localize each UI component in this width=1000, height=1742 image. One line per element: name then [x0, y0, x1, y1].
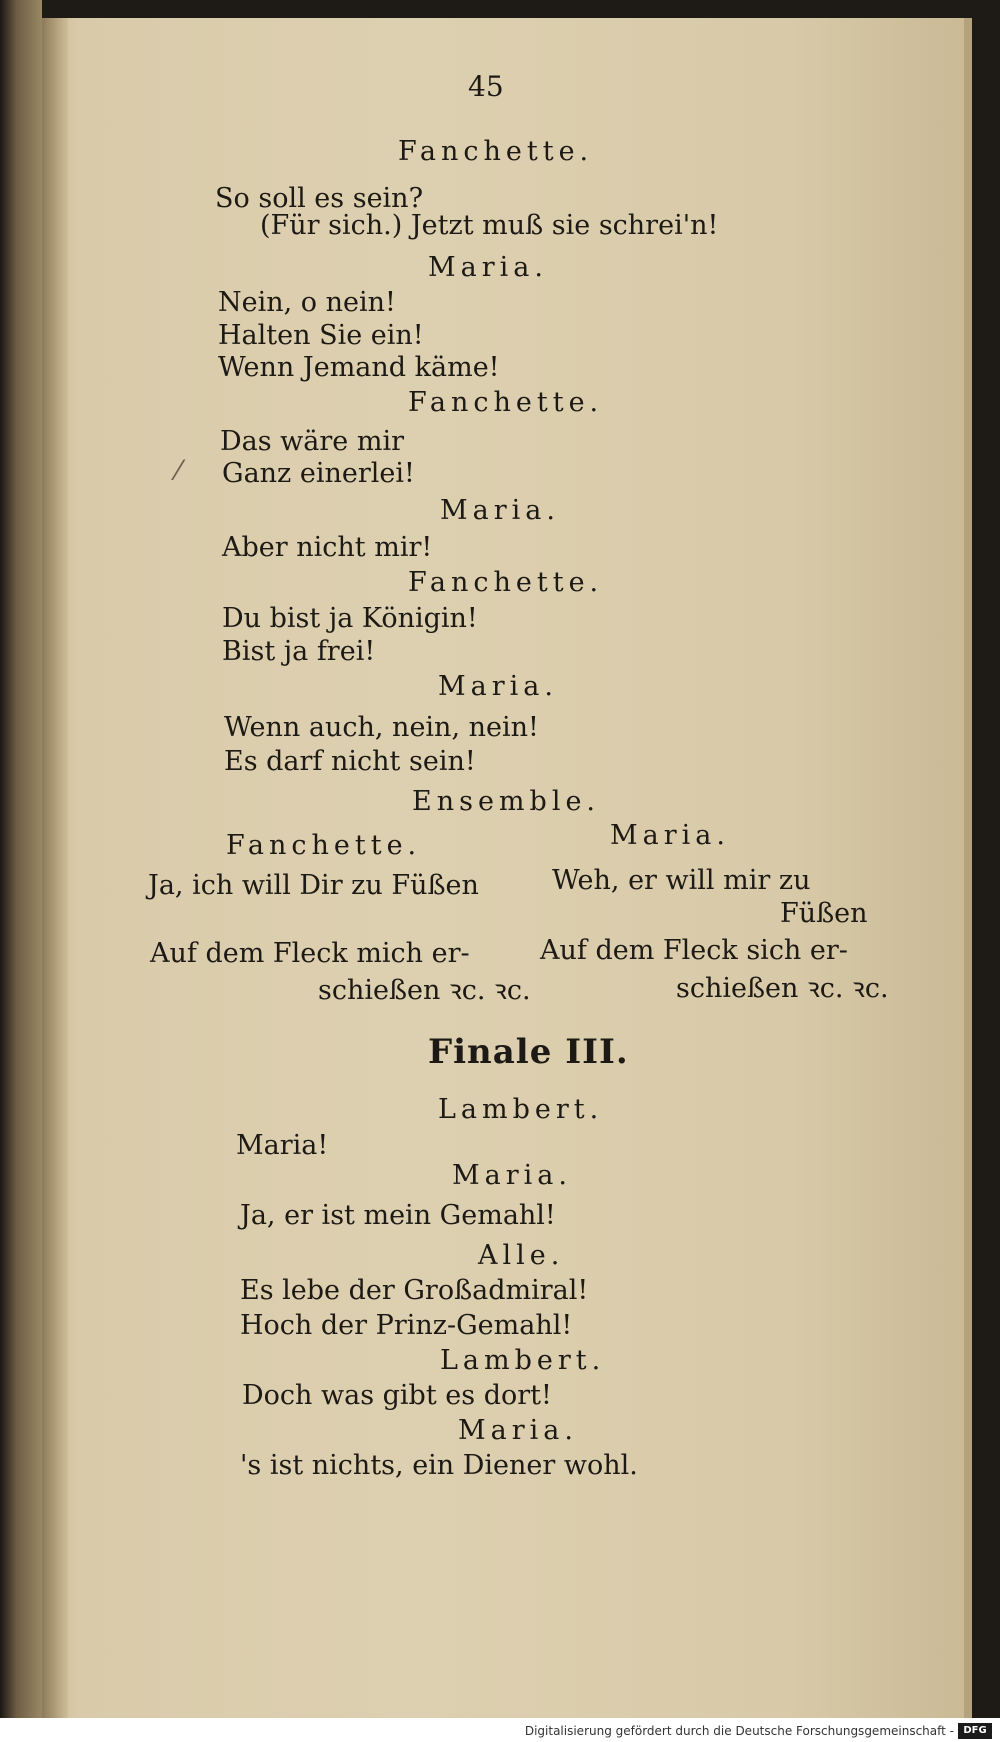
speaker-lambert: Lambert.	[438, 1094, 604, 1125]
speaker-maria: Maria.	[458, 1415, 578, 1446]
dialogue-line: Das wäre mir	[220, 426, 405, 457]
ensemble-left-line: schießen ꝛc. ꝛc.	[318, 975, 531, 1006]
ensemble-right-line: Füßen	[780, 898, 868, 929]
stage-direction-line: (Für sich.) Jetzt muß sie schrei'n!	[260, 210, 719, 241]
speaker-lambert: Lambert.	[440, 1345, 606, 1376]
dialogue-line: Es lebe der Großadmiral!	[240, 1275, 589, 1306]
dialogue-line: Doch was gibt es dort!	[242, 1380, 552, 1411]
ensemble-right-line: Weh, er will mir zu	[552, 865, 811, 896]
speaker-fanchette: Fanchette.	[398, 136, 594, 167]
facing-page-edge	[0, 0, 42, 1742]
section-title-finale: Finale III.	[428, 1032, 629, 1072]
dialogue-line: Bist ja frei!	[222, 636, 376, 667]
ensemble-right-speaker: Maria.	[610, 820, 730, 851]
dialogue-line: Halten Sie ein!	[218, 320, 424, 351]
speaker-maria: Maria.	[438, 671, 558, 702]
ensemble-right-line: Auf dem Fleck sich er-	[540, 935, 848, 966]
ensemble-right-line: schießen ꝛc. ꝛc.	[676, 973, 889, 1004]
ensemble-left-speaker: Fanchette.	[226, 830, 422, 861]
dialogue-line: 's ist nichts, ein Diener wohl.	[240, 1450, 638, 1481]
speaker-maria: Maria.	[428, 252, 548, 283]
dialogue-line: Wenn auch, nein, nein!	[224, 712, 539, 743]
ensemble-left-line: Ja, ich will Dir zu Füßen	[148, 870, 479, 901]
speaker-maria: Maria.	[452, 1160, 572, 1191]
dialogue-line: Nein, o nein!	[218, 287, 396, 318]
dialogue-line: Es darf nicht sein!	[224, 746, 476, 777]
dialogue-line: Wenn Jemand käme!	[218, 352, 500, 383]
speaker-fanchette: Fanchette.	[408, 567, 604, 598]
footer-bar	[0, 1718, 1000, 1742]
funding-credit: Digitalisierung gefördert durch die Deutsche Forschungsgemeinschaft -	[524, 1724, 954, 1738]
dialogue-line: Ja, er ist mein Gemahl!	[240, 1200, 556, 1231]
ensemble-left-line: Auf dem Fleck mich er-	[150, 938, 470, 969]
dialogue-line: So soll es sein?	[215, 183, 424, 214]
dfg-logo: DFG	[958, 1723, 992, 1739]
section-heading-ensemble: Ensemble.	[412, 786, 601, 817]
page-right-edge	[964, 18, 972, 1718]
page-gutter	[42, 18, 68, 1718]
page-number: 45	[468, 70, 504, 103]
dialogue-line: Du bist ja Königin!	[222, 603, 478, 634]
speaker-alle: Alle.	[478, 1240, 565, 1271]
dialogue-line: Aber nicht mir!	[222, 532, 433, 563]
dialogue-line: Ganz einerlei!	[222, 458, 415, 489]
dialogue-line: Hoch der Prinz-Gemahl!	[240, 1310, 573, 1341]
speaker-fanchette: Fanchette.	[408, 387, 604, 418]
speaker-maria: Maria.	[440, 495, 560, 526]
pencil-mark: ⁄	[176, 456, 181, 487]
dialogue-line: Maria!	[236, 1130, 329, 1161]
